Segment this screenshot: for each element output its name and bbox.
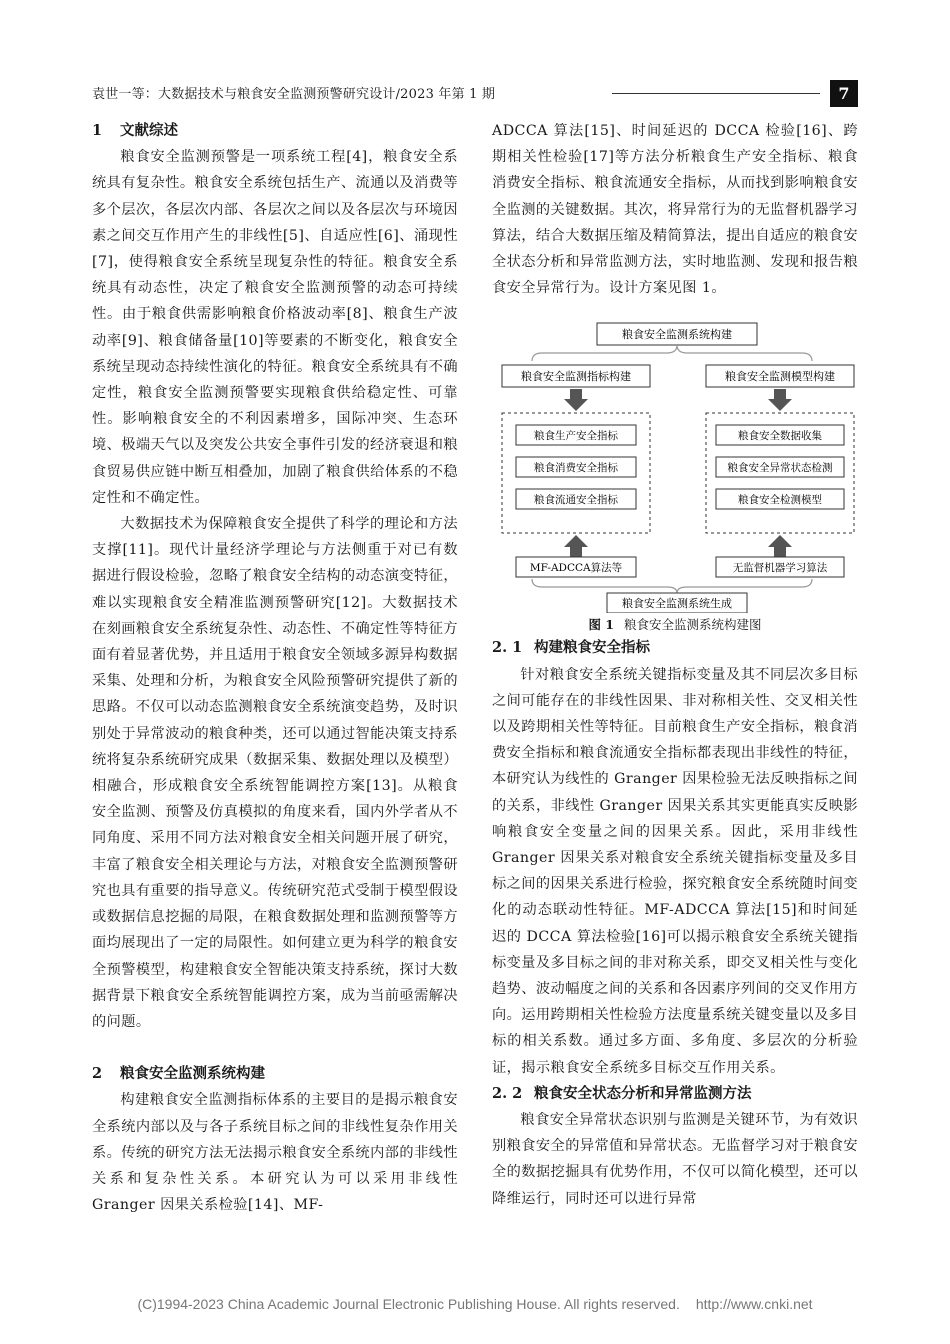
figure-caption [492, 615, 858, 635]
left-head-label: 粮食安全监测指标构建 [521, 370, 631, 384]
arrow-right-1 [768, 389, 792, 411]
figure-1 [492, 313, 858, 613]
copyright-text: (C)1994-2023 China Academic Journal Electronic Publishing House. All rights reserved. [137, 1296, 680, 1312]
paragraph: 粮食安全监测预警是一项系统工程[4]，粮食安全系统具有复杂性。粮食安全系统包括生产、流通以及消费等多个层次，各层次内部、各层次之间以及各层次与环境因素之间交互作用产生的非线性[5]、自适应性[6]、涌现性[7]，使得粮食安全系统呈现复杂性的特征。粮食安全系统具有动态性，决定了粮食安全监测预警的动态可持续性。由于粮食供需影响粮食价格波动率[8]、粮食生产波动率[9]、粮食储备量[10]等要素的不断变化，粮食安全系统呈现动态持续性演化的特征。粮食安全系统具有不确定性，粮食安全监测预警要实现粮食供给稳定性、可靠性。影响粮食安全的不利因素增多，国际冲突、生态环境、极端天气以及突发公共安全事件引发的经济衰退和粮食贸易供应链中断互相叠加，加剧了粮食供给体系的不稳定性和不确定性。 [92, 149, 458, 506]
section-title: 文献综述 [120, 122, 178, 139]
bottom-box-label: 粮食安全监测系统生成 [622, 597, 732, 611]
section-number: 1 [92, 122, 103, 139]
section-number: 2. 1 [492, 639, 523, 657]
header-rule [612, 93, 820, 94]
left-bottom-label: MF-ADCCA算法等 [529, 562, 623, 575]
top-box-label: 粮食安全监测系统构建 [622, 328, 732, 342]
section-number: 2. 2 [492, 1084, 523, 1102]
left-item-label: 粮食生产安全指标 [534, 430, 618, 443]
section-title: 粮食安全监测系统构建 [120, 1065, 265, 1083]
right-item-label: 粮食安全检测模型 [738, 494, 822, 507]
running-header [92, 80, 858, 108]
section-heading-2 [92, 1061, 458, 1087]
right-column [492, 118, 858, 1212]
section-heading-2-1 [492, 635, 858, 661]
paragraph: ADCCA 算法[15]、时间延迟的 DCCA 检验[16]、跨期相关性检验[17]等方法分析粮食生产安全指标、粮食消费安全指标、粮食流通安全指标，从而找到影响粮食安全监测的关键数据。其次，将异常行为的无监督机器学习算法，结合大数据压缩及精简算法，提出自适应的粮食安全状态分析和异常监测方法，实时地监测、发现和报告粮食安全异常行为。设计方案见图 1。 [492, 123, 858, 297]
section-title: 粮食安全状态分析和异常监测方法 [534, 1084, 752, 1102]
paragraph: 构建粮食安全监测指标体系的主要目的是揭示粮食安全系统内部以及与各子系统目标之间的非线性复杂作用关系。传统的研究方法无法揭示粮食安全系统内部的非线性关系和复杂性关系。本研究认为可以采用非线性 Granger 因果关系检验[14]、MF- [92, 1092, 458, 1214]
flow-diagram [492, 313, 858, 613]
copyright-footer [0, 1296, 950, 1312]
section-number: 2 [92, 1065, 103, 1083]
right-bottom-label: 无监督机器学习算法 [732, 562, 828, 575]
left-item-label: 粮食流通安全指标 [534, 494, 618, 507]
caption-text: 粮食安全监测系统构建图 [624, 617, 762, 633]
page-number: 7 [830, 80, 858, 107]
caption-label: 图 1 [588, 617, 615, 633]
cnki-link[interactable]: http://www.cnki.net [695, 1296, 813, 1312]
arrow-right-2 [768, 535, 792, 557]
brace-top [532, 345, 812, 361]
arrow-left-2 [564, 535, 588, 557]
paragraph: 粮食安全异常状态识别与监测是关键环节，为有效识别粮食安全的异常值和异常状态。无监督学习对于粮食安全的数据挖掘具有优势作用，不仅可以简化模型，还可以降维运行，同时还可以进行异常 [492, 1112, 858, 1207]
paragraph: 针对粮食安全系统关键指标变量及其不同层次多目标之间可能存在的非线性因果、非对称相关性、交叉相关性以及跨期相关性等特征。目前粮食生产安全指标，粮食消费安全指标和粮食流通安全指标都表现出非线性的特征，本研究认为线性的 Granger 因果检验无法反映指标之间的关系，非线性 Granger 因果关系其实更能真实反映影响粮食安全变量之间的因果关系。因此，采用非线性 Granger 因果关系对粮食安全系统关键指标变量及多目标之间的因果关系进行检验，探究粮食安全系统随时间变化的动态联动性特征。MF-ADCCA 算法[15]和时间延迟的 DCCA 算法检验[16]可以揭示粮食安全系统关键指标变量及多目标之间的非对称关系，即交叉相关性与变化趋势、波动幅度之间的关系和各因素序列间的交叉作用方向。运用跨期相关性检验方法度量系统关键变量以及多目标的相关系数。通过多方面、多角度、多层次的分析验证，揭示粮食安全系统多目标交互作用关系。 [492, 666, 858, 1076]
paragraph: 大数据技术为保障粮食安全提供了科学的理论和方法支撑[11]。现代计量经济学理论与方法侧重于对已有数据进行假设检验，忽略了粮食安全结构的动态演变特征，难以实现粮食安全精准监测预警研究[12]。大数据技术在刻画粮食安全系统复杂性、动态性、不确定性等特征方面有着显著优势，并且适用于粮食安全领域多源异构数据采集、处理和分析，为粮食安全风险预警研究提供了新的思路。不仅可以动态监测粮食安全系统演变趋势，及时识别处于异常波动的粮食种类，还可以通过智能决策支持系统将复杂系统研究成果（数据采集、数据处理以及模型）相融合，形成粮食安全系统智能调控方案[13]。从粮食安全监测、预警及仿真模拟的角度来看，国内外学者从不同角度、采用不同方法对粮食安全相关问题开展了研究，丰富了粮食安全相关理论与方法，对粮食安全监测预警研究也具有重要的指导意义。传统研究范式受制于模型假设或数据信息挖掘的局限，在粮食数据处理和监测预警等方面均展现出了一定的局限性。如何建立更为科学的粮食安全预警模型，构建粮食安全智能决策支持系统，探讨大数据背景下粮食安全系统智能调控方案，成为当前亟需解决的问题。 [92, 516, 458, 1030]
right-item-label: 粮食安全数据收集 [738, 430, 822, 443]
left-item-label: 粮食消费安全指标 [534, 462, 618, 475]
left-column [92, 118, 458, 1218]
right-head-label: 粮食安全监测模型构建 [725, 370, 835, 384]
running-title: 袁世一等：大数据技术与粮食安全监测预警研究设计/2023 年第 1 期 [92, 87, 496, 102]
section-heading-1 [92, 118, 458, 144]
section-title: 构建粮食安全指标 [534, 639, 650, 657]
section-heading-2-2 [492, 1081, 858, 1107]
right-item-label: 粮食安全异常状态检测 [727, 462, 833, 475]
brace-bottom [532, 579, 812, 593]
arrow-left-1 [564, 389, 588, 411]
